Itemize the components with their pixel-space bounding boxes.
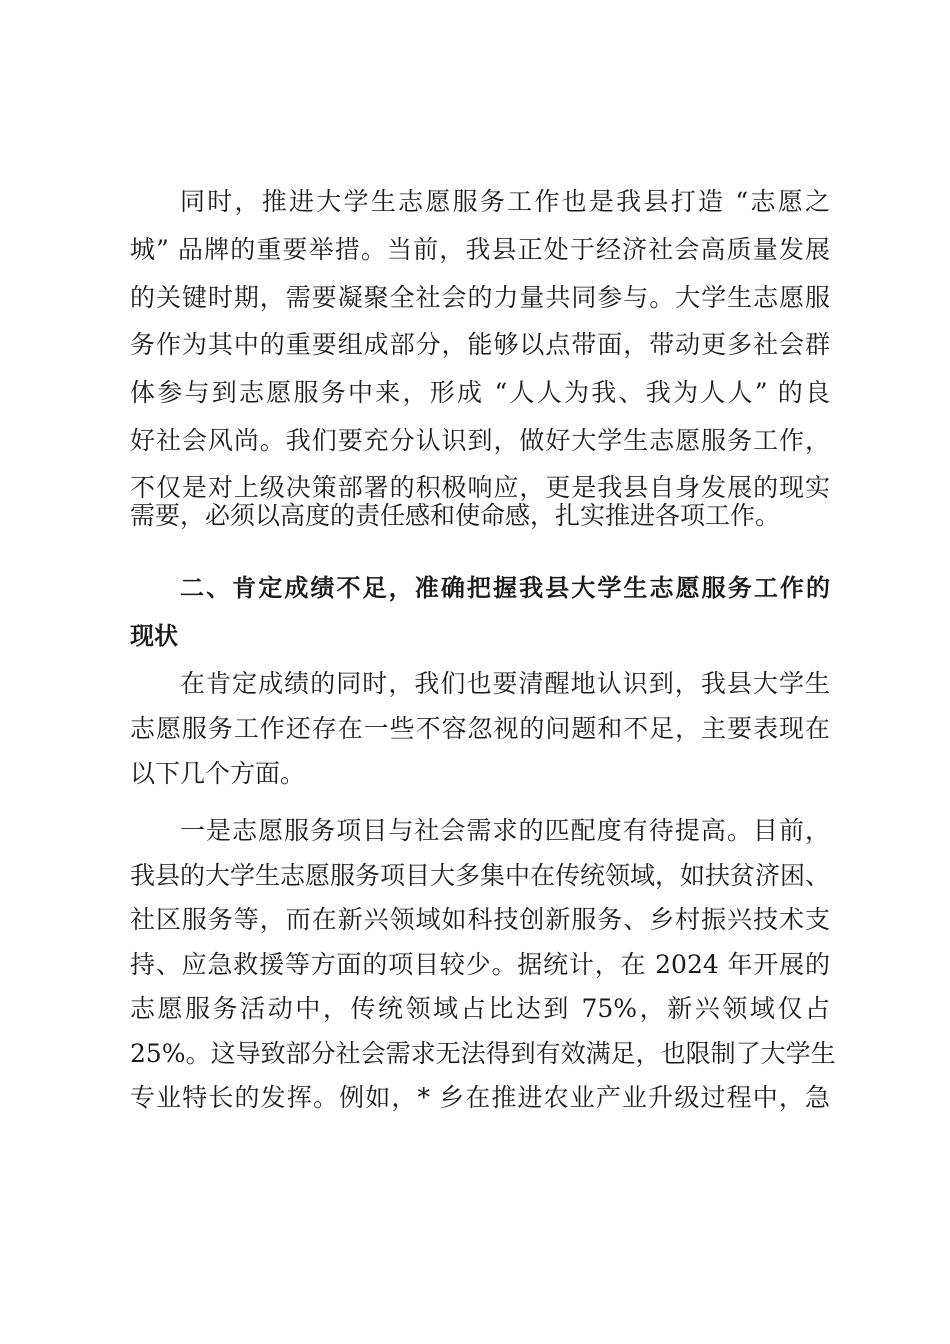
text-line: 我县的大学生志愿服务项目大多集中在传统领域，如扶贫济困、 bbox=[130, 861, 831, 890]
text-line: 体参与到志愿服务中来，形成 “人人为我、我为人人” 的良 bbox=[130, 378, 830, 407]
text-line: 不仅是对上级决策部署的积极响应，更是我县自身发展的现实 bbox=[130, 473, 830, 502]
text-line: 一是志愿服务项目与社会需求的匹配度有待提高。目前， bbox=[180, 816, 830, 845]
text-line: 专业特长的发挥。例如，* 乡在推进农业产业升级过程中，急 bbox=[130, 1083, 830, 1112]
text-line: 的关键时期，需要凝聚全社会的力量共同参与。大学生志愿服 bbox=[130, 283, 830, 312]
text-line: 持、应急救援等方面的项目较少。据统计，在 2024 年开展的 bbox=[130, 950, 830, 979]
text-line: 好社会风尚。我们要充分认识到，做好大学生志愿服务工作， bbox=[130, 426, 830, 455]
text-line: 志愿服务工作还存在一些不容忽视的问题和不足，主要表现在 bbox=[130, 714, 830, 743]
text-line: 志愿服务活动中，传统领域占比达到 75%，新兴领域仅占 bbox=[130, 994, 830, 1023]
heading-line: 二、肯定成绩不足，准确把握我县大学生志愿服务工作的 bbox=[180, 574, 830, 602]
text-line: 25%。这导致部分社会需求无法得到有效满足，也限制了大学生 bbox=[130, 1039, 836, 1068]
text-line: 以下几个方面。 bbox=[130, 759, 306, 788]
heading-line: 现状 bbox=[130, 622, 178, 650]
text-line: 同时，推进大学生志愿服务工作也是我县打造 “志愿之 bbox=[180, 187, 830, 216]
text-line: 社区服务等，而在新兴领域如科技创新服务、乡村振兴技术支 bbox=[130, 905, 830, 934]
text-line: 需要，必须以高度的责任感和使命感，扎实推进各项工作。 bbox=[130, 501, 781, 530]
text-line: 在肯定成绩的同时，我们也要清醒地认识到，我县大学生 bbox=[180, 669, 830, 698]
text-line: 务作为其中的重要组成部分，能够以点带面，带动更多社会群 bbox=[130, 330, 830, 359]
text-line: 城” 品牌的重要举措。当前，我县正处于经济社会高质量发展 bbox=[130, 235, 830, 264]
